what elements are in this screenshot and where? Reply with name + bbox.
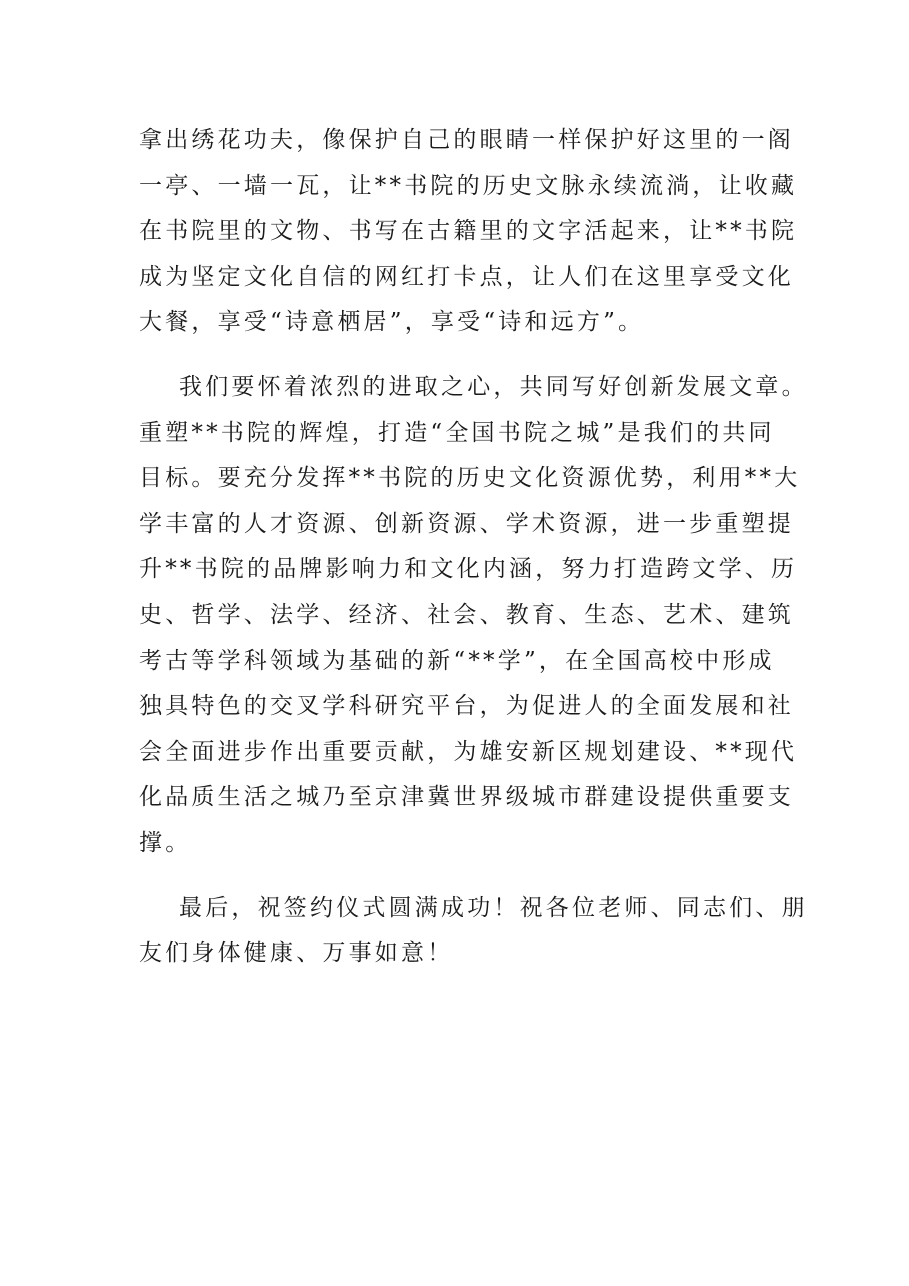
paragraph-line: 最后，祝签约仪式圆满成功！祝各位老师、同志们、朋: [179, 894, 808, 921]
paragraph-line: 会全面进步作出重要贡献，为雄安新区规划建设、**现代: [139, 738, 798, 765]
paragraph-line: 我们要怀着浓烈的进取之心，共同写好创新发展文章。: [179, 373, 808, 400]
paragraph-1: [139, 118, 798, 346]
paragraph-line: 成为坚定文化自信的网红打卡点，让人们在这里享受文化: [139, 263, 794, 290]
document-body: [139, 118, 808, 977]
paragraph-line: 重塑**书院的辉煌，打造“全国书院之城”是我们的共同: [139, 419, 775, 446]
paragraph-line: 史、哲学、法学、经济、社会、教育、生态、艺术、建筑: [139, 601, 794, 628]
paragraph-line: 目标。要充分发挥**书院的历史文化资源优势，利用**大: [139, 465, 801, 492]
paragraph-line: 在书院里的文物、书写在古籍里的文字活起来，让**书院: [139, 218, 798, 245]
paragraph-line: 升**书院的品牌影响力和文化内涵，努力打造跨文学、历: [139, 556, 798, 583]
paragraph-line: 独具特色的交叉学科研究平台，为促进人的全面发展和社: [139, 693, 794, 720]
paragraph-line: 化品质生活之城乃至京津冀世界级城市群建设提供重要支: [139, 784, 794, 811]
paragraph-spacer: [139, 346, 779, 365]
paragraph-spacer: [139, 867, 779, 886]
paragraph-2: [139, 365, 808, 867]
paragraph-line: 考古等学科领域为基础的新“**学”，在全国高校中形成: [139, 647, 775, 674]
paragraph-line: 友们身体健康、万事如意！: [139, 940, 454, 967]
paragraph-line: 撑。: [139, 829, 192, 856]
paragraph-line: 大餐，享受“诗意栖居”，享受“诗和远方”。: [139, 309, 645, 336]
paragraph-line: 拿出绣花功夫，像保护自己的眼睛一样保护好这里的一阁: [139, 127, 794, 153]
paragraph-3: [139, 886, 808, 977]
paragraph-line: 学丰富的人才资源、创新资源、学术资源，进一步重塑提: [139, 510, 794, 537]
paragraph-line: 一亭、一墙一瓦，让**书院的历史文脉永续流淌，让收藏: [139, 172, 798, 199]
